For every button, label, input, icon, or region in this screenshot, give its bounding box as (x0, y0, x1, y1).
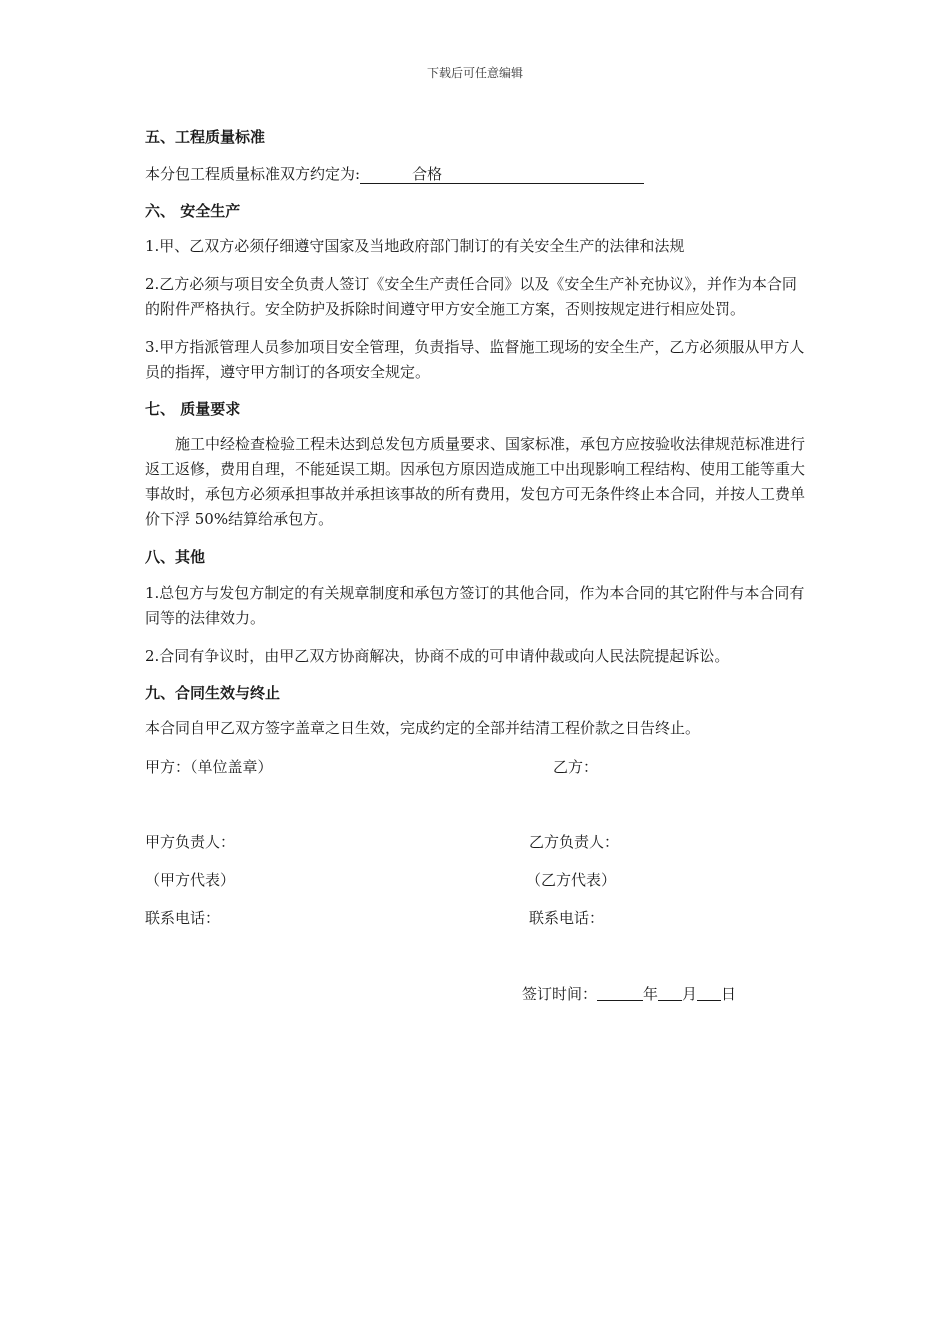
contract-body (145, 124, 807, 1007)
section-7-title: 七、 质量要求 (145, 400, 241, 418)
other-clause-2: 2.合同有争议时，由甲乙双方协商解决，协商不成的可申请仲裁或向人民法院提起诉讼。 (145, 647, 730, 665)
signature-row-phones (145, 906, 807, 931)
quality-requirement-text: 施工中经检查检验工程未达到总发包方质量要求、国家标准，承包方应按验收法律规范标准进行返工返修，费用自理，不能延误工期。因承包方原因造成施工中出现影响工程结构、使用工能等重大事故时，承包方必须承担事故并承担该事故的所有费用，发包方可无条件终止本合同，并按人工费单价下浮 50%结算给承包方。 (145, 435, 806, 528)
signing-date-label: 签订时间： (522, 985, 598, 1003)
other-clause-1: 1.总包方与发包方制定的有关规章制度和承包方签订的其他合同，作为本合同的其它附件与本合同有同等的法律效力。 (145, 584, 805, 627)
section-5-title: 五、工程质量标准 (145, 128, 266, 146)
safety-clause-2: 2.乙方必须与项目安全负责人签订《安全生产责任合同》以及《安全生产补充协议》，并作为本合同的附件严格执行。安全防护及拆除时间遵守甲方安全施工方案，否则按规定进行相应处罚。 (145, 275, 797, 318)
section-9-title: 九、合同生效与终止 (145, 684, 281, 702)
signature-row-heads (145, 830, 807, 855)
party-b-label: 乙方： (553, 758, 599, 776)
header-note: 下载后可任意编辑 (426, 66, 523, 80)
safety-clause-1: 1.甲、乙双方必须仔细遵守国家及当地政府部门制订的有关安全生产的法律和法规 (145, 237, 685, 255)
signing-date-row (145, 982, 807, 1007)
year-label: 年 (643, 985, 659, 1003)
section-8-title: 八、其他 (145, 548, 206, 566)
party-b-head-label: 乙方负责人： (529, 833, 620, 851)
party-a-label: 甲方：（单位盖章） (145, 758, 273, 776)
signing-date (522, 982, 736, 1007)
section-6-title: 六、 安全生产 (145, 202, 241, 220)
quality-standard-label: 本分包工程质量标准双方约定为: (145, 165, 361, 183)
quality-standard-line (145, 162, 807, 187)
day-blank (697, 982, 721, 1001)
signature-row-parties (145, 755, 807, 780)
safety-clause-3: 3.甲方指派管理人员参加项目安全管理，负责指导、监督施工现场的安全生产，乙方必须服从甲方人员的指挥，遵守甲方制订的各项安全规定。 (145, 338, 805, 381)
signature-row-reps (145, 868, 807, 893)
party-a-rep-label: （甲方代表） (145, 871, 236, 889)
quality-standard-value: 合格 (360, 165, 644, 184)
party-b-rep-label: （乙方代表） (526, 871, 617, 889)
party-a-head-label: 甲方负责人： (145, 833, 236, 851)
month-blank (658, 982, 682, 1001)
party-a-phone-label: 联系电话： (145, 909, 221, 927)
day-label: 日 (721, 985, 737, 1003)
party-b-phone-label: 联系电话： (529, 909, 605, 927)
effect-termination-text: 本合同自甲乙双方签字盖章之日生效，完成约定的全部并结清工程价款之日告终止。 (145, 719, 701, 737)
year-blank (597, 982, 643, 1001)
month-label: 月 (682, 985, 698, 1003)
